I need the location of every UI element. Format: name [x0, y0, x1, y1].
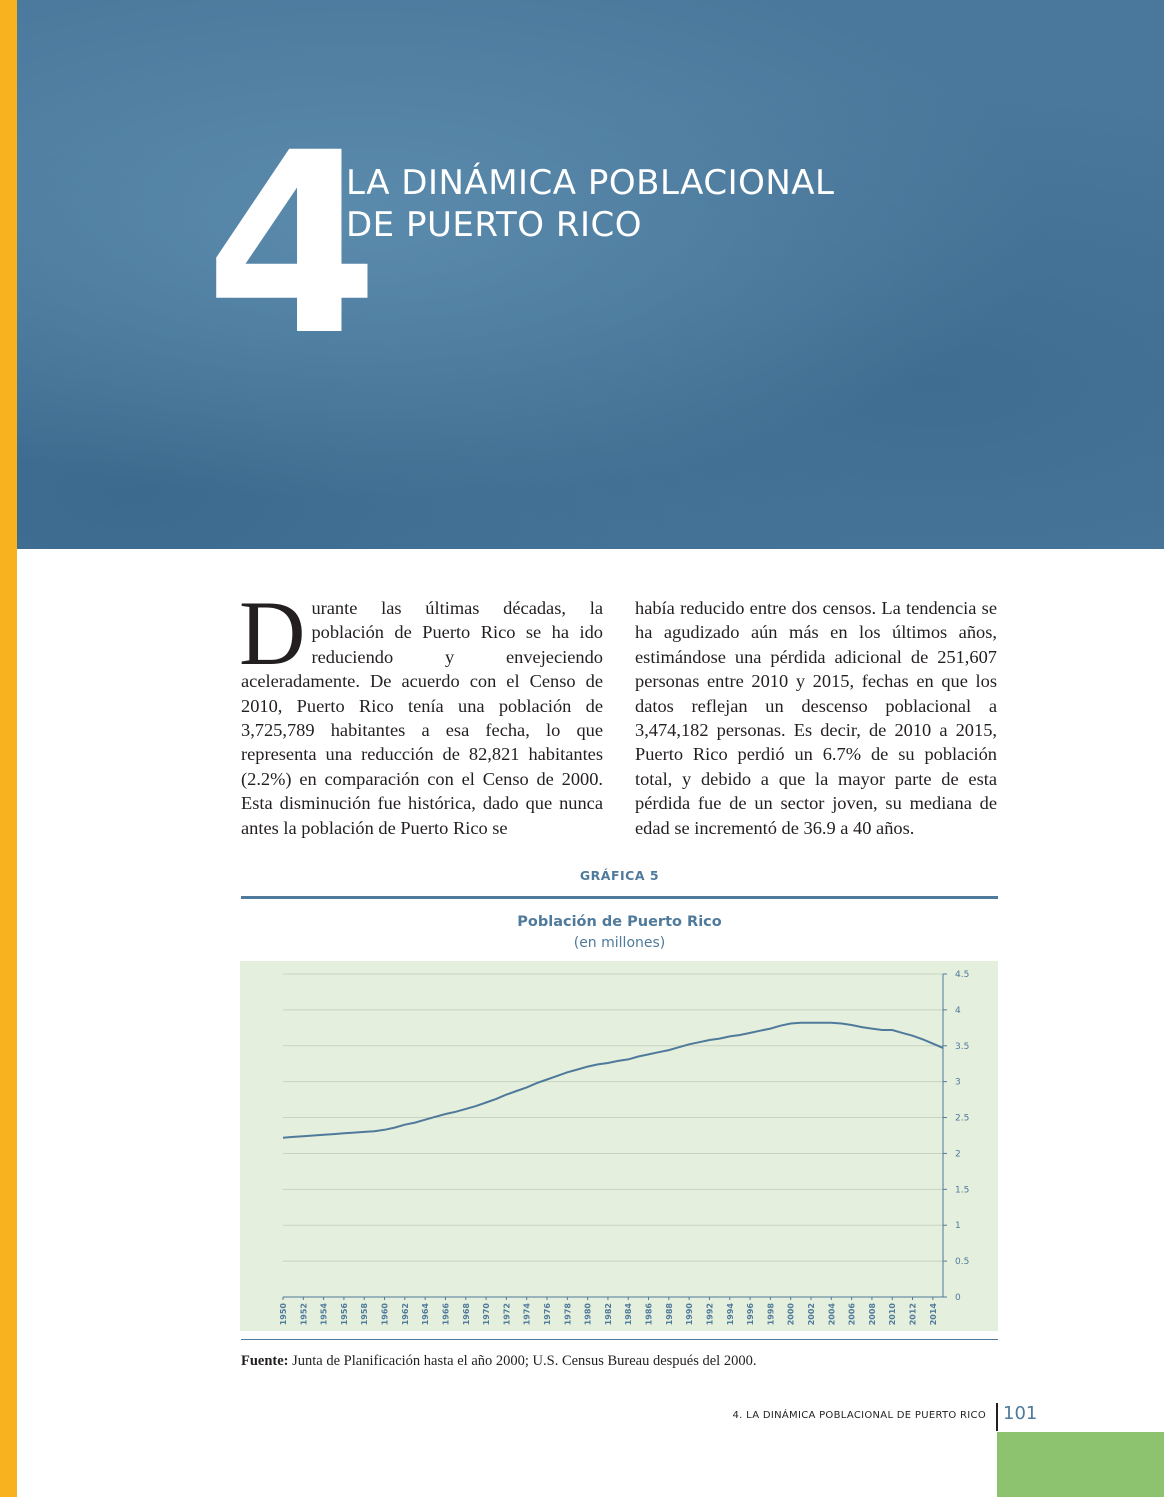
x-tick-label: 1984 — [624, 1303, 634, 1326]
page-number: 101 — [1003, 1403, 1038, 1424]
x-tick-label: 1970 — [482, 1303, 492, 1326]
x-tick-label: 2000 — [786, 1303, 796, 1326]
chapter-header-banner — [17, 0, 1164, 549]
population-line-chart — [240, 961, 998, 1331]
x-tick-label: 1956 — [339, 1303, 349, 1326]
x-tick-label: 1994 — [725, 1303, 735, 1326]
orange-edge-strip — [0, 0, 17, 1497]
figure-bottom-rule — [241, 1339, 998, 1340]
x-tick-label: 1962 — [400, 1303, 410, 1326]
x-tick-label: 1966 — [441, 1303, 451, 1326]
y-tick-label: 3 — [955, 1077, 961, 1088]
x-tick-label: 2004 — [827, 1303, 837, 1326]
chapter-title-line-1: LA DINÁMICA POBLACIONAL — [346, 163, 835, 203]
x-tick-label: 1976 — [543, 1303, 552, 1326]
x-tick-label: 1974 — [522, 1303, 532, 1326]
x-tick-label: 1992 — [705, 1303, 715, 1326]
body-text-right: había reducido entre dos censos. La tendencia se ha agudizado aún más en los últimos años, estimándose una pérdida adicional de 251,607 personas entre 2010 y 2015, fechas en que los datos reflejan un descenso poblacional a 3,474,182 personas. Es decir, de 2010 a 2015, Puerto Rico perdió un 6.7% de su población total, y debido a que la mayor parte de esta pérdida fue de un sector joven, su mediana de edad se incrementó de 36.9 a 40 años. — [635, 598, 997, 838]
x-tick-label: 1958 — [360, 1303, 370, 1326]
body-text-left: urante las últimas décadas, la población de Puerto Rico se ha ido reduciendo y envejeciendo aceleradamente. De acuerdo con el Censo de 2010, Puerto Rico tenía una población de 3,725,789 habitantes a esa fecha, lo que representa una reducción de 82,821 habitantes (2.2%) en comparación con el Censo de 2000. Esta disminución fue histórica, dado que nunca antes la población de Puerto Rico se — [241, 598, 603, 838]
x-tick-label: 1960 — [380, 1303, 390, 1326]
footer-divider — [996, 1403, 998, 1431]
y-tick-label: 4.5 — [955, 970, 970, 980]
running-footer: 4. LA DINÁMICA POBLACIONAL DE PUERTO RICO — [732, 1410, 986, 1421]
x-tick-label: 2008 — [867, 1303, 877, 1326]
x-tick-label: 1954 — [319, 1303, 329, 1326]
chapter-title — [346, 162, 835, 246]
x-tick-label: 1998 — [766, 1303, 776, 1326]
y-tick-label: 0.5 — [955, 1257, 970, 1268]
x-tick-label: 1978 — [563, 1303, 573, 1326]
x-tick-label: 1952 — [299, 1303, 309, 1326]
body-column-left — [239, 582, 603, 840]
x-tick-label: 1988 — [664, 1303, 674, 1326]
x-tick-label: 1996 — [746, 1303, 756, 1326]
source-text: Junta de Planificación hasta el año 2000; U.S. Census Bureau después del 2000. — [288, 1353, 757, 1369]
x-tick-label: 2006 — [847, 1303, 857, 1326]
y-tick-label: 4 — [955, 1005, 961, 1016]
figure-top-rule — [241, 896, 998, 899]
chart-title: Población de Puerto Rico — [517, 914, 722, 930]
source-label: Fuente: — [241, 1353, 289, 1369]
x-tick-label: 1968 — [461, 1303, 471, 1326]
body-column-right — [635, 596, 997, 840]
figure-source — [241, 1353, 756, 1370]
green-corner-block — [997, 1432, 1164, 1497]
y-tick-label: 1.5 — [955, 1185, 970, 1196]
y-tick-label: 1 — [955, 1221, 961, 1232]
x-tick-label: 2014 — [928, 1303, 938, 1326]
drop-cap: D — [239, 582, 306, 684]
x-tick-label: 1982 — [603, 1303, 613, 1326]
x-tick-label: 1986 — [644, 1303, 654, 1326]
y-tick-label: 3.5 — [955, 1041, 970, 1052]
x-tick-label: 1964 — [421, 1303, 431, 1326]
x-tick-label: 2012 — [908, 1303, 918, 1326]
chapter-number: 4 — [205, 99, 373, 390]
chart-subtitle: (en millones) — [573, 935, 666, 951]
x-tick-label: 1950 — [279, 1303, 288, 1326]
x-tick-label: 1990 — [685, 1303, 695, 1326]
y-tick-label: 2 — [955, 1149, 961, 1160]
y-tick-label: 0 — [955, 1293, 961, 1303]
x-tick-label: 1972 — [502, 1303, 512, 1326]
figure-label: GRÁFICA 5 — [579, 868, 660, 883]
x-tick-label: 2010 — [888, 1303, 898, 1326]
chapter-title-line-2: DE PUERTO RICO — [346, 205, 642, 245]
chart-background — [240, 961, 998, 1331]
y-tick-label: 2.5 — [955, 1113, 970, 1124]
x-tick-label: 1980 — [583, 1303, 593, 1326]
x-tick-label: 2002 — [807, 1303, 816, 1326]
